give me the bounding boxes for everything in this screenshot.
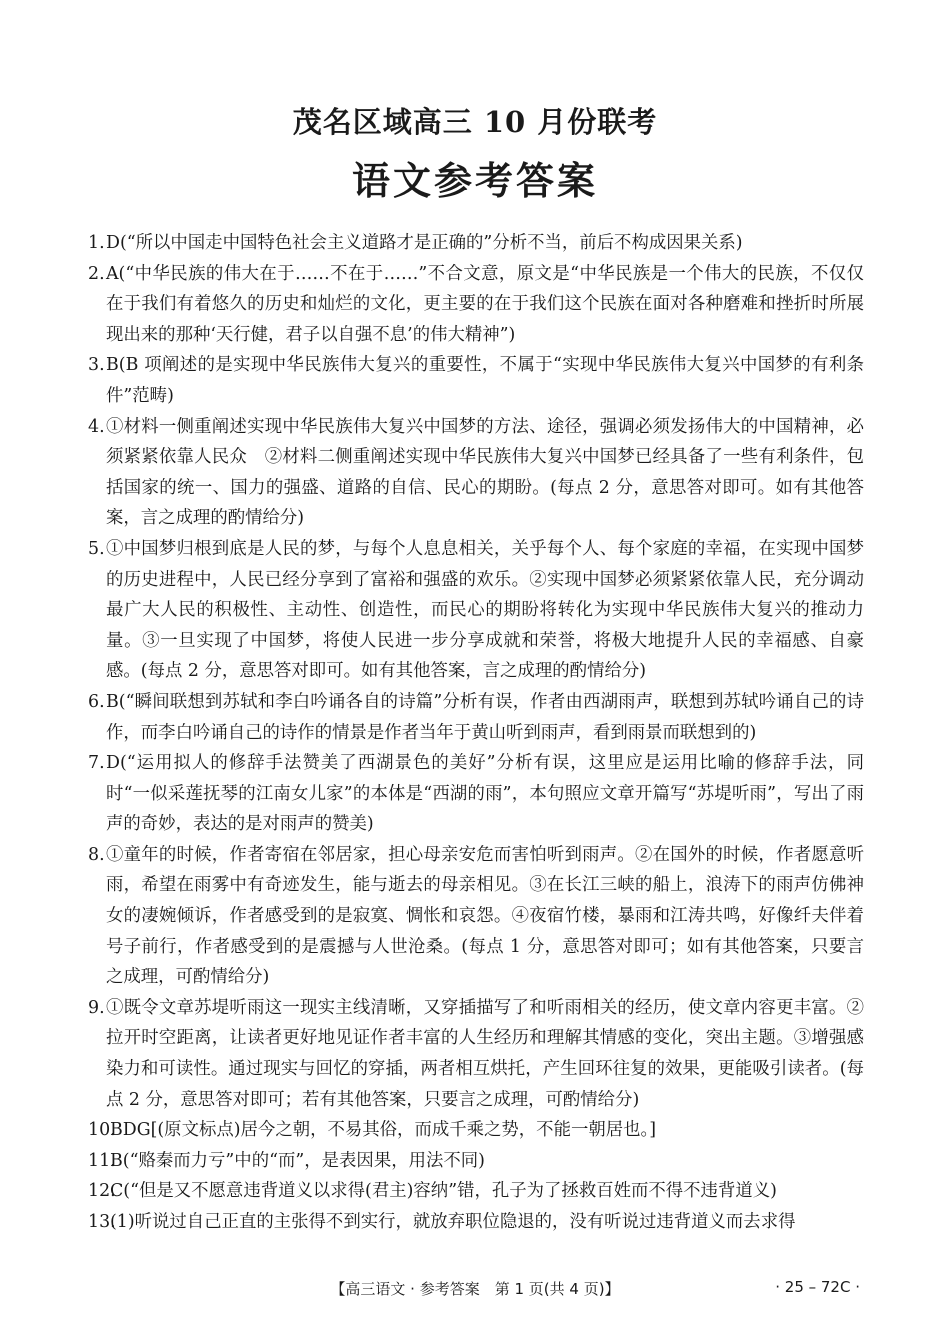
answer-number: 12. (88, 1181, 116, 1202)
answer-item (88, 1146, 864, 1177)
answer-item (88, 1115, 864, 1146)
answer-number: 7. (88, 753, 105, 774)
answer-number: 2. (88, 263, 105, 284)
answer-text: ①既令文章苏堤听雨这一现实主线清晰，又穿插描写了和听雨相关的经历，使文章内容更丰富。②拉开时空距离，让读者更好地见证作者丰富的人生经历和理解其情感的变化，突出主题。③增强感染力和可读性。通过现实与回忆的穿插，两者相互烘托，产生回环往复的效果，更能吸引读者。(每点 2 分，意思答对即可；若有其他答案，只要言之成理，可酌情给分) (106, 997, 864, 1110)
footer-exam-code: · 25 – 72C · (775, 1278, 860, 1296)
answer-item (88, 1176, 864, 1207)
answer-item (88, 259, 864, 351)
answer-number: 13. (88, 1212, 116, 1232)
answer-text: ①童年的时候，作者寄宿在邻居家，担心母亲安危而害怕听到雨声。②在国外的时候，作者愿意听雨，希望在雨雾中有奇迹发生，能与逝去的母亲相见。③在长江三峡的船上，浪涛下的雨声仿佛神女的凄婉倾诉，作者感受到的是寂寞、惆怅和哀怨。④夜宿竹楼，暴雨和江涛共鸣，好像纤夫伴着号子前行，作者感受到的是震撼与人世沧桑。(每点 1 分，意思答对即可；如有其他答案，只要言之成理，可酌情给分) (106, 844, 864, 988)
answer-number: 4. (88, 416, 105, 437)
answer-item (88, 748, 864, 840)
answer-text: B(B 项阐述的是实现中华民族伟大复兴的重要性，不属于“实现中华民族伟大复兴中国梦的有利条件”范畴) (106, 355, 864, 406)
footer-page-info: 【高三语文 · 参考答案 第 1 页(共 4 页)】 (330, 1280, 620, 1298)
answer-item (88, 412, 864, 534)
answer-item (88, 840, 864, 993)
exam-title: 茂名区域高三 10 月份联考 (292, 105, 658, 139)
answer-item (88, 687, 864, 748)
answer-text: C(“但是又不愿意违背道义以求得(君主)容纳”错，孔子为了拯救百姓而不得不违背道义) (110, 1181, 777, 1202)
answer-item (88, 228, 864, 259)
answer-text: D(“运用拟人的修辞手法赞美了西湖景色的美好”分析有误，这里应是运用比喻的修辞手法，同时“一似采莲抚琴的江南女儿家”的本体是“西湖的雨”，本句照应文章开篇写“苏堤听雨”，写出了雨声的奇妙，表达的是对雨声的赞美) (106, 753, 864, 835)
answer-number: 5. (88, 538, 105, 559)
answer-item (88, 1207, 864, 1238)
answer-text: A(“中华民族的伟大在于……不在于……”不合文意，原文是“中华民族是一个伟大的民族，不仅仅在于我们有着悠久的历史和灿烂的文化，更主要的在于我们这个民族在面对各种磨难和挫折时所展现出来的那种‘天行健，君子以自强不息’的伟大精神”) (106, 263, 864, 345)
answer-text: (1)听说过自己正直的主张得不到实行，就放弃职位隐退的，没有听说过违背道义而去求得 (110, 1212, 796, 1232)
document-subtitle: 语文参考答案 (351, 158, 598, 203)
answer-text: B(“赂秦而力亏”中的“而”，是表因果，用法不同) (110, 1150, 485, 1171)
answer-number: 6. (88, 691, 105, 712)
answer-text: B(“瞬间联想到苏轼和李白吟诵各自的诗篇”分析有误，作者由西湖雨声，联想到苏轼吟诵自己的诗作，而李白吟诵自己的诗作的情景是作者当年于黄山听到雨声，看到雨景而联想到的) (106, 691, 864, 743)
answer-number: 9. (88, 997, 105, 1018)
answer-text: D(“所以中国走中国特色社会主义道路才是正确的”分析不当，前后不构成因果关系) (106, 233, 743, 253)
answer-list (88, 228, 864, 1238)
answer-text: ①材料一侧重阐述实现中华民族伟大复兴中国梦的方法、途径，强调必须发扬伟大的中国精神，必须紧紧依靠人民众 ②材料二侧重阐述实现中华民族伟大复兴中国梦已经具备了一些有利条件，包括国家的统一、国力的强盛、道路的自信、民心的期盼。(每点 2 分，意思答对即可。如有其他答案，言之成理的酌情给分) (106, 416, 864, 529)
answer-text: ①中国梦归根到底是人民的梦，与每个人息息相关，关乎每个人、每个家庭的幸福，在实现中国梦的历史进程中，人民已经分享到了富裕和强盛的欢乐。②实现中国梦必须紧紧依靠人民，充分调动最广大人民的积极性、主动性、创造性，而民心的期盼将转化为实现中华民族伟大复兴的推动力量。③一旦实现了中国梦，将使人民进一步分享成就和荣誉，将极大地提升人民的幸福感、自豪感。(每点 2 分，意思答对即可。如有其他答案，言之成理的酌情给分) (106, 538, 864, 682)
answer-text: BDG[(原文标点)居今之朝，不易其俗，而成千乘之势，不能一朝居也。] (110, 1120, 656, 1141)
answer-item (88, 534, 864, 687)
answer-number: 11. (88, 1150, 116, 1171)
answer-number: 10. (88, 1120, 116, 1141)
answer-number: 1. (88, 233, 105, 253)
answer-item (88, 350, 864, 411)
answer-item (88, 993, 864, 1115)
answer-number: 3. (88, 355, 105, 376)
answer-number: 8. (88, 844, 105, 865)
